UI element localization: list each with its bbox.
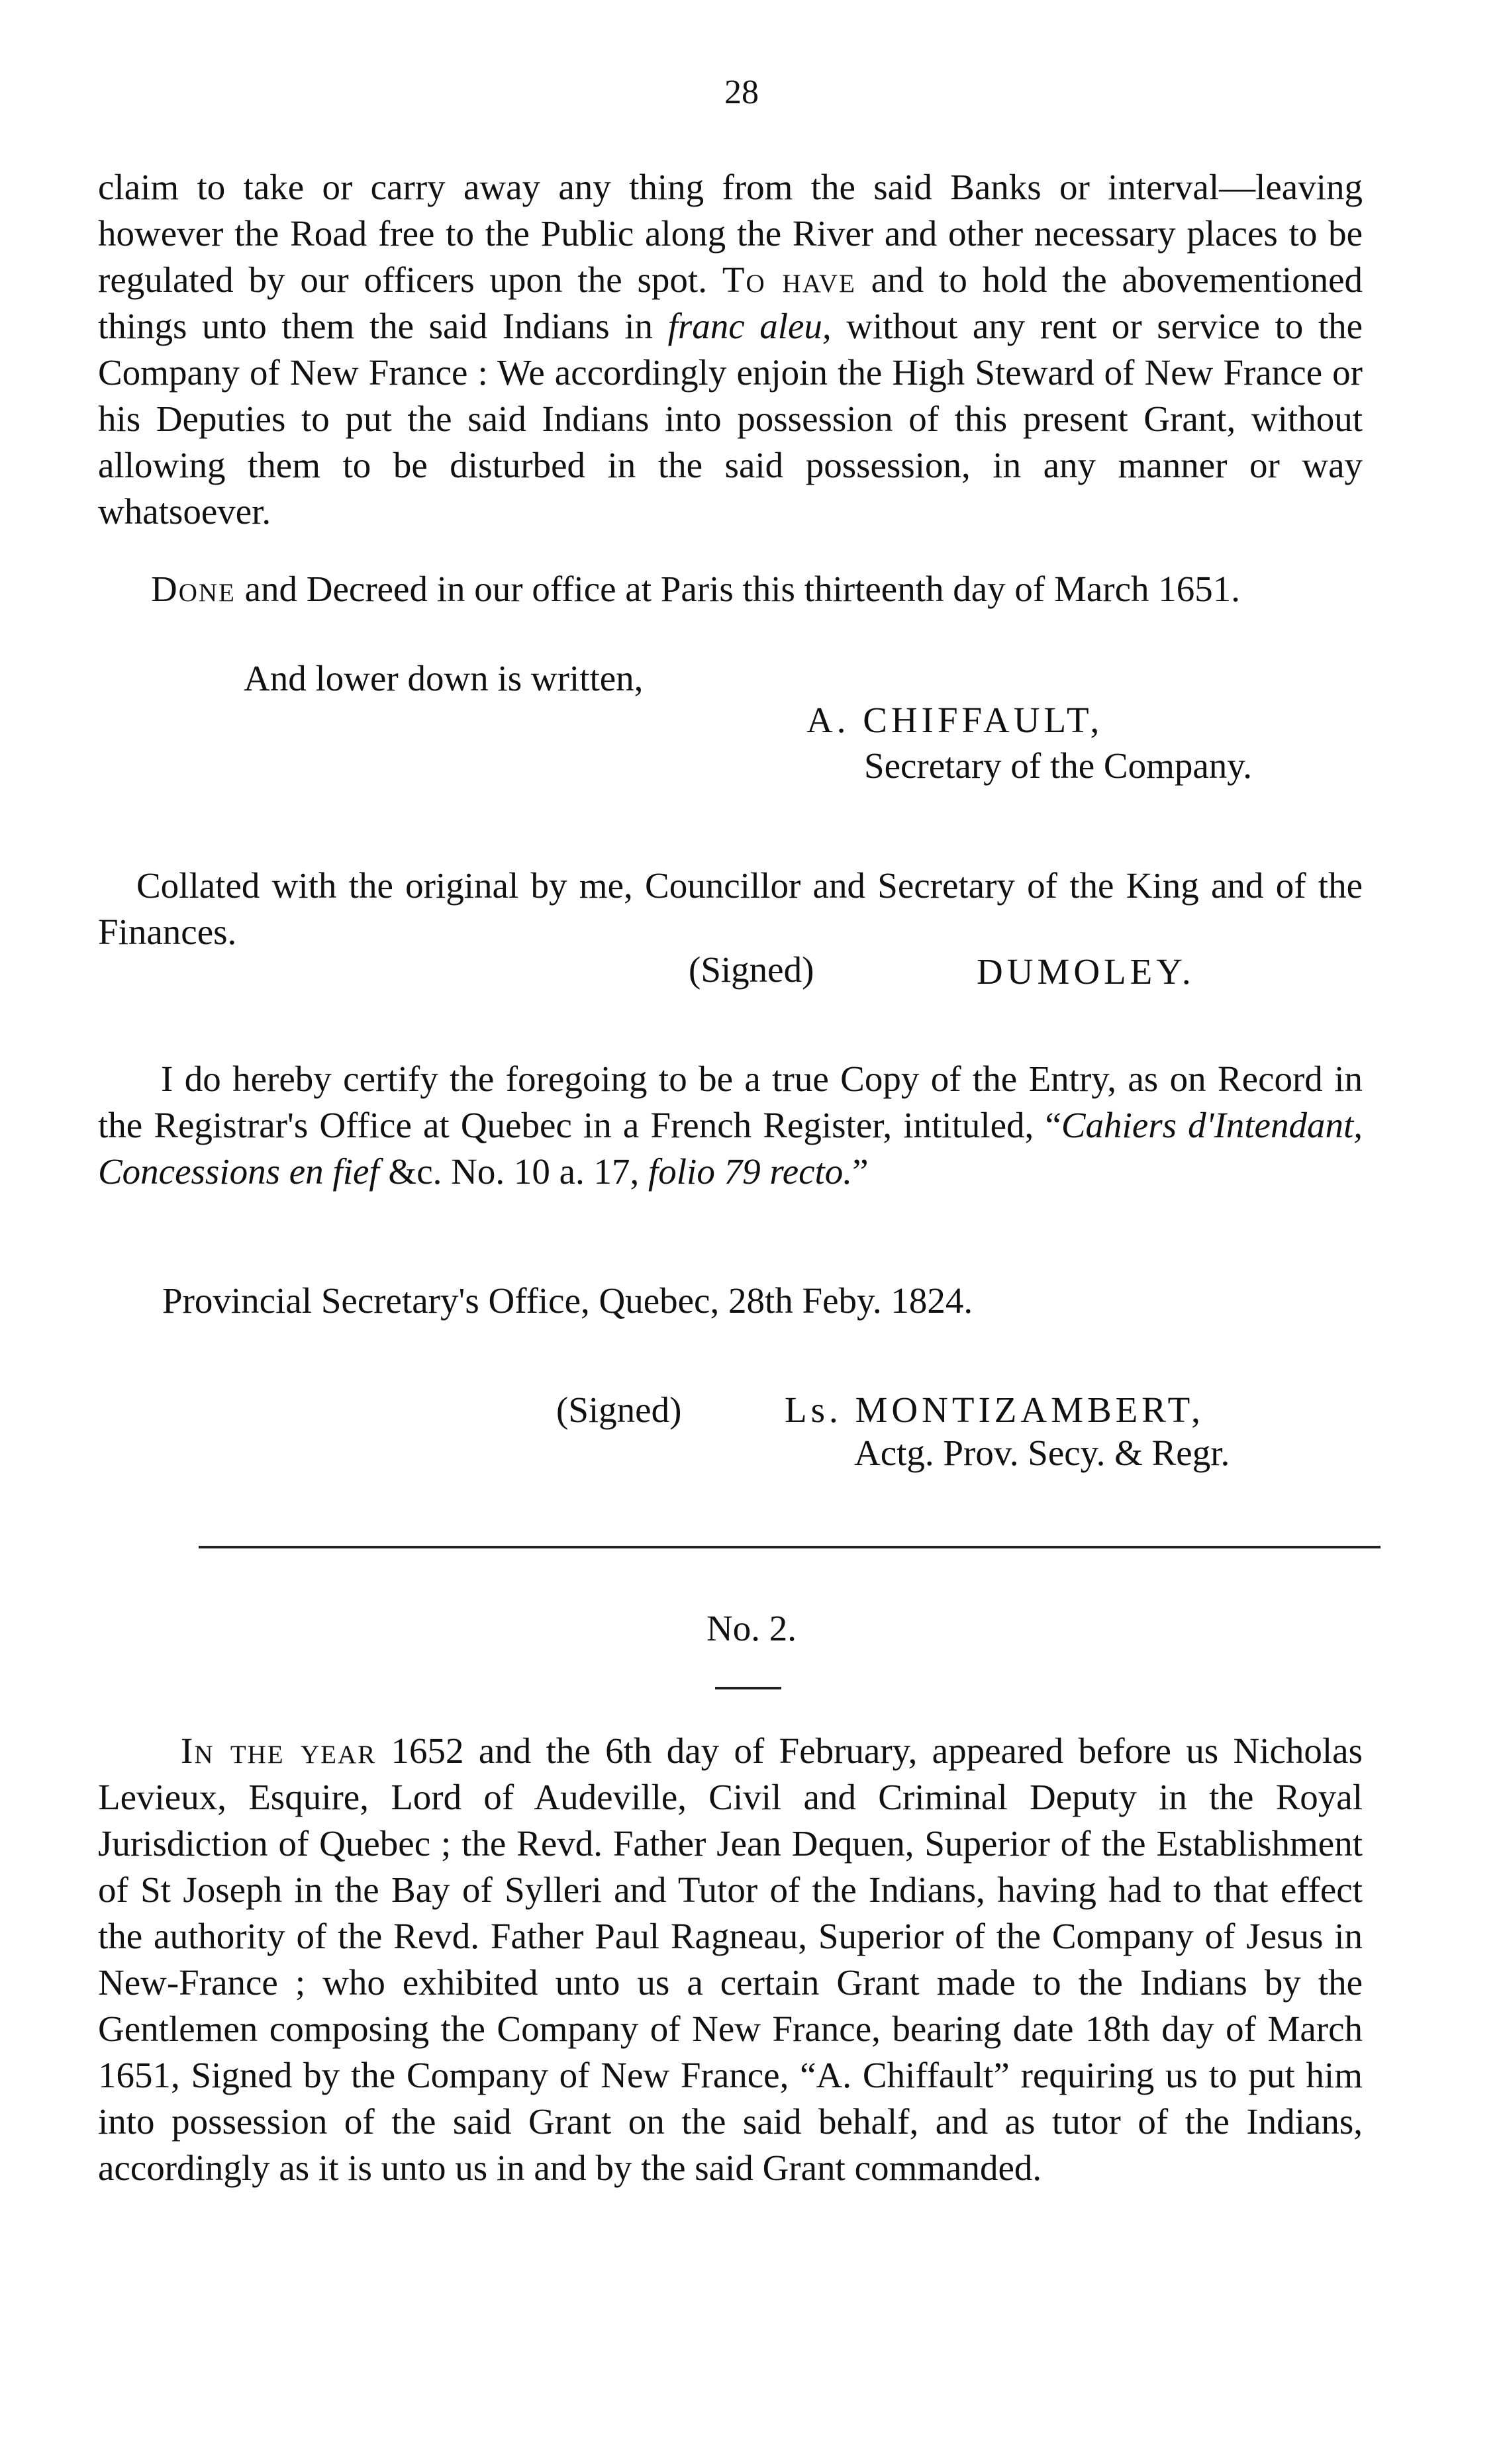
grant-text-1: claim to take or carry away any thing from the said Banks or interval—leaving however the Road free to the Public along the River and other necessary places to be regulated by our officers upon the spot. <box>98 167 1363 300</box>
section-2-text: 1652 and the 6th day of February, appeared before us Nicholas Levieux, Esquire, Lord of Audeville, Civil and Criminal Deputy in the Royal Jurisdiction of Quebec ; the Revd. Father Jean Dequen, Superior of the Establishment of St Joseph in the Bay of Sylleri and Tutor of the Indians, having had to that effect the authority of the Revd. Father Paul Ragneau, Superior of the Company of Jesus in New-France ; who exhibited unto us a certain Grant made to the Indians by the Gentlemen composing the Company of New France, bearing date 18th day of March 1651, Signed by the Company of New France, “A. Chiffault” requiring us to put him into possession of the said Grant on the said behalf, and as tutor of the Indians, accordingly as it is unto us in and by the said Grant commanded. <box>98 1730 1363 2188</box>
collation-name: DUMOLEY. <box>977 951 1195 992</box>
lower-down-line: And lower down is written, <box>244 658 644 698</box>
done-caps: Done <box>151 569 236 609</box>
certificate-title: Actg. Prov. Secy. & Regr. <box>854 1433 1230 1473</box>
decree-paragraph <box>98 566 1363 612</box>
certificate-name: Ls. MONTIZAMBERT, <box>785 1390 1204 1430</box>
certificate-text-a: I do hereby certify the foregoing to be a true Copy of the Entry, as on Record in the Registrar's Office at Quebec in a French Register, intituled, “ <box>98 1059 1363 1145</box>
page-number: 28 <box>724 73 759 111</box>
certificate-italic-b: folio 79 recto. <box>648 1151 853 1192</box>
franc-aleu: franc aleu, <box>667 306 832 346</box>
collation-paragraph: Collated with the original by me, Councillor and Secretary of the King and of the Finances. <box>98 865 1363 952</box>
signer-title: Secretary of the Company. <box>864 745 1252 786</box>
section-divider <box>199 1546 1381 1548</box>
certificate-italic-a: Cahiers d'Intendant, Concessions en fief <box>98 1105 1363 1192</box>
certificate-text-c: ” <box>852 1151 869 1192</box>
certificate-signed: (Signed) <box>556 1390 682 1430</box>
in-the-year-caps: In the year <box>181 1730 377 1771</box>
heading-divider <box>715 1687 781 1689</box>
section-2-paragraph <box>98 1728 1363 2191</box>
signer-name: A. CHIFFAULT, <box>806 700 1104 740</box>
grant-text-1c: without any rent or service to the Company of New France : We accordingly enjoin the High Steward of New France or his Deputies to put the said Indians into possession of this present Grant, without allowing them to be disturbed in the said possession, in any manner or way whatsoever. <box>98 306 1363 532</box>
decree-text: and Decreed in our office at Paris this thirteenth day of March 1651. <box>244 569 1240 609</box>
office-line: Provincial Secretary's Office, Quebec, 28th Feby. 1824. <box>162 1280 973 1321</box>
grant-text-1b: and to hold the abovementioned things unto them the said Indians in <box>98 260 1363 346</box>
collation-signed: (Signed) <box>689 949 814 990</box>
certificate-text-b: &c. No. 10 a. 17, <box>388 1151 640 1192</box>
section-heading: No. 2. <box>706 1608 797 1648</box>
certificate-paragraph <box>98 1056 1363 1195</box>
to-have-caps: To have <box>722 260 856 300</box>
grant-paragraph <box>98 164 1363 535</box>
